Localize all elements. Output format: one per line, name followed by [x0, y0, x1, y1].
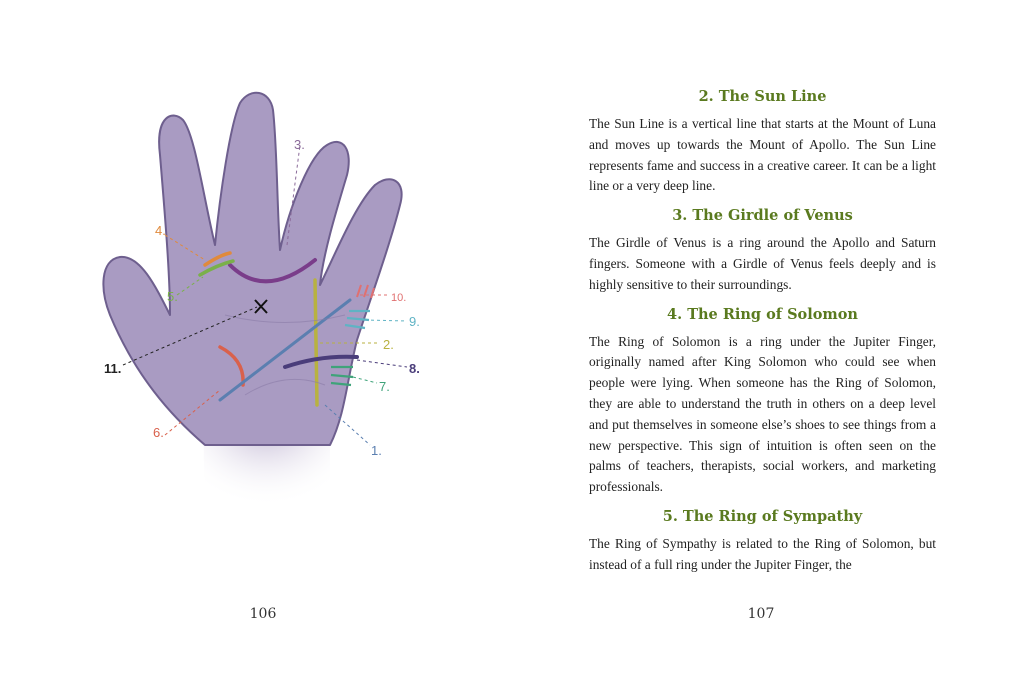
- section-heading: 4. The Ring of Solomon: [667, 305, 858, 323]
- palmistry-hand-illustration: [95, 85, 435, 555]
- section-body: The Sun Line is a vertical line that starts at the Mount of Luna and moves up towards the Mount of Apollo. The Sun Line represents fame and success in a creative career. It can be a light line or a very deep line.: [589, 116, 936, 194]
- label-8: 8.: [409, 361, 420, 376]
- page-number-left: 106: [249, 606, 277, 622]
- section-girdle-of-venus: [589, 205, 936, 295]
- label-3: 3.: [294, 137, 305, 152]
- section-body: The Ring of Solomon is a ring under the Jupiter Finger, originally named after King Solomon who could see when people were lying. When someone has the Ring of Solomon, they are able to understand the truth in others on a deep level and put themselves in someone else’s shoes to see things from a new perspective. This sign of intuition is often seen on the palms of teachers, therapists, social workers, and marketing professionals.: [589, 333, 936, 495]
- section-heading: 2. The Sun Line: [698, 88, 827, 105]
- page-number-right: 107: [747, 606, 775, 622]
- section-ring-of-solomon: [589, 304, 936, 498]
- label-4: 4.: [155, 223, 166, 238]
- sun-line: [315, 280, 317, 405]
- section-heading: 3. The Girdle of Venus: [672, 207, 853, 225]
- label-11: 11.: [104, 361, 122, 376]
- section-heading: 5. The Ring of Sympathy: [662, 507, 863, 525]
- right-page: [512, 0, 1024, 692]
- label-5: 5.: [167, 289, 178, 304]
- hand-silhouette: [103, 93, 401, 445]
- label-9: 9.: [409, 314, 420, 329]
- section-ring-of-sympathy: [589, 506, 936, 576]
- label-7: 7.: [379, 379, 390, 394]
- text-column: [589, 86, 936, 576]
- label-6: 6.: [153, 425, 164, 440]
- section-body: The Ring of Sympathy is related to the Ring of Solomon, but instead of a full ring under the Jupiter Finger, the: [589, 535, 936, 572]
- section-sun-line: [589, 86, 936, 197]
- section-body: The Girdle of Venus is a ring around the Apollo and Saturn fingers. Someone with a Girdle of Venus feels deeply and is highly sensitive to their surroundings.: [589, 235, 936, 292]
- label-2: 2.: [383, 337, 394, 352]
- label-1: 1.: [371, 443, 382, 458]
- label-10: 10.: [391, 292, 407, 304]
